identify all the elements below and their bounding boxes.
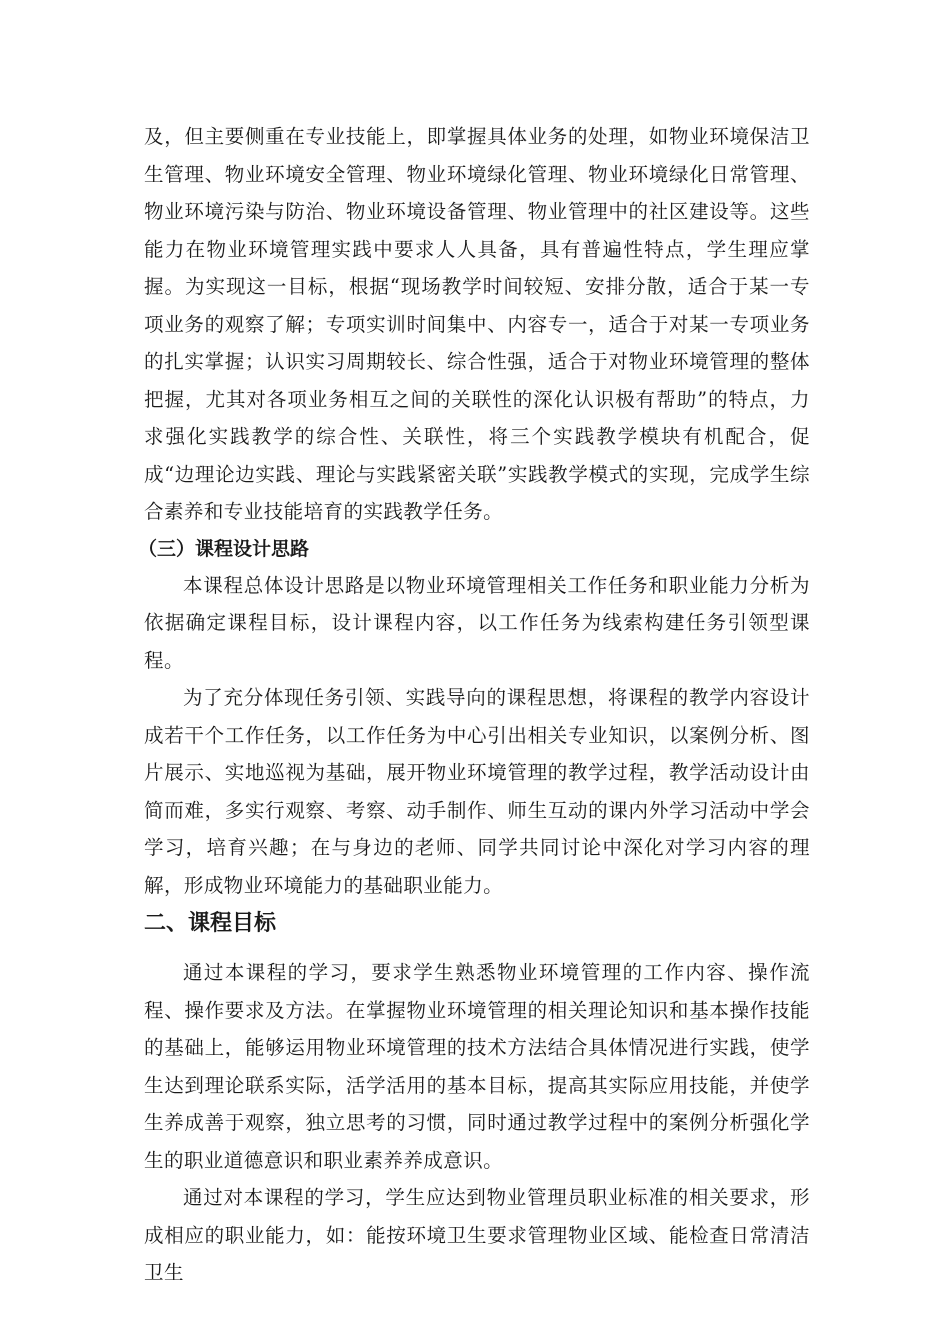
paragraph-task-driven: 为了充分体现任务引领、实践导向的课程思想，将课程的教学内容设计成若干个工作任务，以工作任务为中心引出相关专业知识，以案例分析、图片展示、实地巡视为基础，展开物业环境管理的教学过程，教学活动设计由简而难，多实行观察、考察、动手制作、师生互动的课内外学习活动中学会学习，培育兴趣；在与身边的老师、同学共同讨论中深化对学习内容的理解，形成物业环境能力的基础职业能力。 [144,686,810,897]
subheading-course-design: （三）课程设计思路 [138,537,310,560]
paragraph-design-overview: 本课程总体设计思路是以物业环境管理相关工作任务和职业能力分析为依据确定课程目标，设计课程内容，以工作任务为线索构建任务引领型课程。 [144,573,810,672]
paragraph-practice-teaching: 及，但主要侧重在专业技能上，即掌握具体业务的处理，如物业环境保洁卫生管理、物业环境安全管理、物业环境绿化管理、物业环境绿化日常管理、物业环境污染与防治、物业环境设备管理、物业管理中的社区建设等。这些能力在物业环境管理实践中要求人人具备，具有普遍性特点，学生理应掌握。为实现这一目标，根据“现场教学时间较短、安排分散，适合于某一专项业务的观察了解；专项实训时间集中、内容专一，适合于对某一专项业务的扎实掌握；认识实习周期较长、综合性强，适合于对物业环境管理的整体把握，尤其对各项业务相互之间的关联性的深化认识极有帮助”的特点，力求强化实践教学的综合性、关联性，将三个实践教学模块有机配合，促成“边理论边实践、理论与实践紧密关联”实践教学模式的实现，完成学生综合素养和专业技能培育的实践教学任务。 [144,125,810,523]
paragraph-goals-study: 通过本课程的学习，要求学生熟悉物业环境管理的工作内容、操作流程、操作要求及方法。在掌握物业环境管理的相关理论知识和基本操作技能的基础上，能够运用物业环境管理的技术方法结合具体情况进行实践，使学生达到理论联系实际，活学活用的基本目标，提高其实际应用技能，并使学生养成善于观察，独立思考的习惯，同时通过教学过程中的案例分析强化学生的职业道德意识和职业素养养成意识。 [144,961,810,1172]
paragraph-goals-competency: 通过对本课程的学习，学生应达到物业管理员职业标准的相关要求，形成相应的职业能力，如：能按环境卫生要求管理物业区域、能检查日常清洁卫生 [144,1186,810,1284]
document-body [138,118,810,1292]
section-heading-course-goals: 二、课程目标 [144,911,277,936]
